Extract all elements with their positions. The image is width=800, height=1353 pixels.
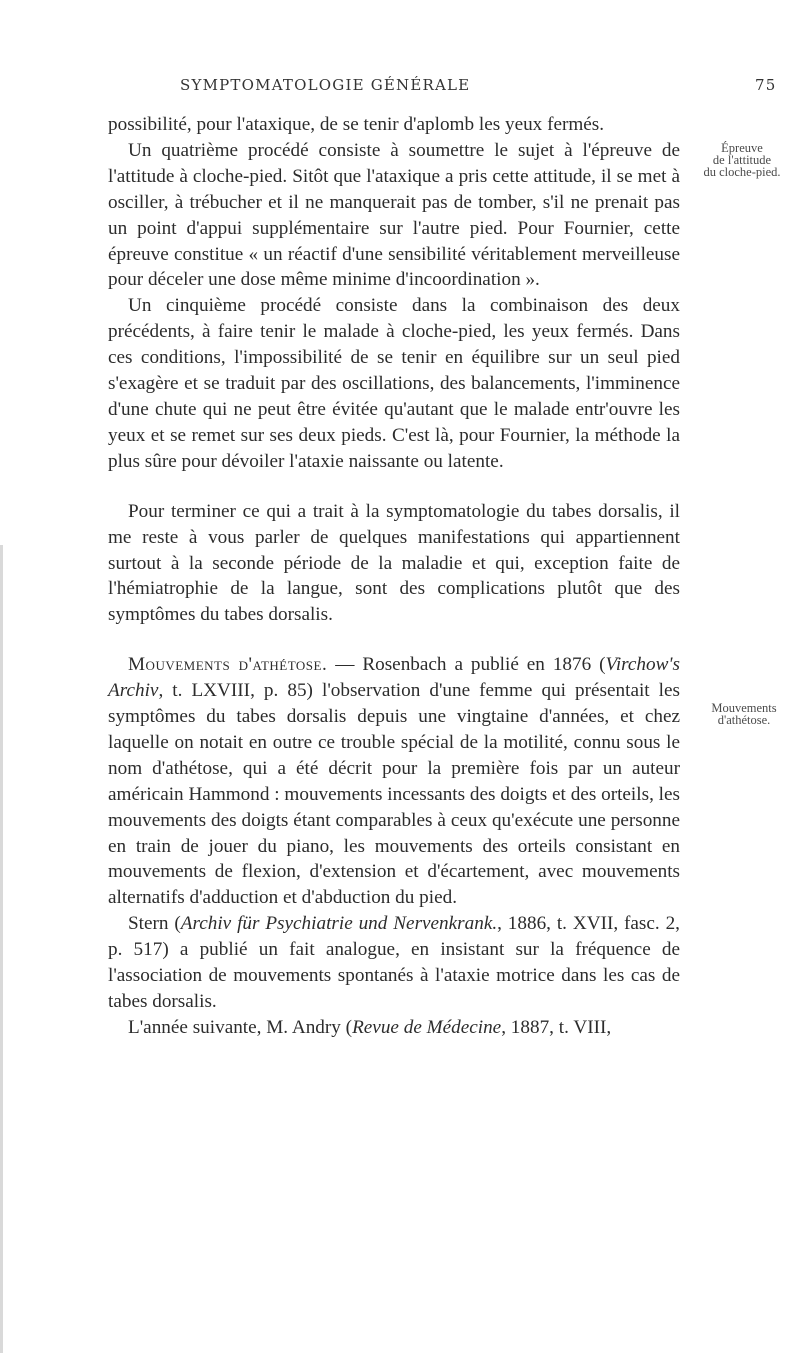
text-run: , t. LXVIII, p. 85) l'observation d'une femme qui présentait les symptômes du tabes dorsalis depuis une vingtaine d'années, et chez laquelle on notait en outre ce trouble spécial de la motilité, connu sous le nom d'athétose, qui a été décrit pour la première fois par un auteur américain Hammond : mouvements incessants des doigts et des orteils, les mouvements des doigts étant comparables à ceux qu'exécute une personne en train de jouer du piano, les mouvements des orteils consistant en mouvements de flexion, d'extension et d'écartement, avec mouvements alternatifs d'adduction et d'abduction du pied.	[108, 680, 680, 909]
margin-note-line: Mouvements	[711, 701, 777, 715]
text-run: Stern (	[128, 913, 181, 935]
text-run: , 1886, t. XVII, fasc. 2, p. 517) a publié un fait analogue, en insistant sur la fréquence de l'association de mouvements spontanés à l'ataxie motrice dans les cas de tabes dorsalis.	[108, 913, 680, 1012]
text-run: L'année suivante, M. Andry (	[128, 1016, 353, 1038]
page-number: 75	[755, 76, 777, 94]
margin-note-epreuve	[686, 142, 798, 178]
text-run: — Rosenbach a publié en 1876 (	[327, 654, 606, 676]
paragraph-terminer: Pour terminer ce qui a trait à la symptomatologie du tabes dorsalis, il me reste à vous parler de quelques manifestations qui appartiennent surtout à la seconde période de la maladie et qui, exception faite de l'hémiatrophie de la langue, sont des complications plutôt que des symptômes du tabes dorsalis.	[108, 500, 680, 626]
running-title: SYMPTOMATOLOGIE GÉNÉRALE	[180, 76, 471, 94]
paragraph-continuation: possibilité, pour l'ataxique, de se tenir d'aplomb les yeux fermés.	[108, 114, 605, 135]
margin-note-line: du cloche-pied.	[703, 165, 781, 179]
citation: Revue de Médecine	[352, 1016, 502, 1038]
paragraph-quatrieme-procede: Un quatrième procédé consiste à soumettre le sujet à l'épreuve de l'attitude à cloche-pied. Sitôt que l'ataxique a pris cette attitude, il se met à osciller, à trébucher et il ne manquerait pas de tomber, s'il ne prenait pas un point d'appui supplémentaire sur l'autre pied. Pour Fournier, cette épreuve constitue « un réactif d'une sensibilité véritablement merveilleuse pour déceler une dose même minime d'incoordination ».	[108, 139, 680, 291]
body-text	[108, 112, 680, 1041]
citation: Archiv für Psychiatrie und Nervenkrank.	[180, 913, 498, 935]
margin-note-line: de l'attitude	[712, 153, 772, 167]
citation: Virchow's Archiv	[108, 654, 680, 702]
paragraph-stern	[108, 911, 680, 1015]
margin-note-line: d'athétose.	[717, 713, 771, 727]
page-edge-shadow	[0, 545, 3, 1353]
section-heading: Mouvements d'athétose.	[128, 654, 328, 676]
paragraph-mouvements-athetose	[108, 652, 680, 911]
paragraph-cinquieme-procede: Un cinquième procédé consiste dans la combinaison des deux précédents, à faire tenir le malade à cloche-pied, les yeux fermés. Dans ces conditions, l'impossibilité de se tenir en équilibre sur un seul pied s'exagère et se traduit par des oscillations, des balancements, l'imminence d'une chute qui ne peut être évitée qu'autant que le malade entr'ouvre les yeux et se remet sur ses deux pieds. C'est là, pour Fournier, la méthode la plus sûre pour dévoiler l'ataxie naissante ou latente.	[108, 295, 680, 472]
margin-note-line: Épreuve	[721, 141, 763, 155]
text-run: , 1887, t. VIII,	[501, 1016, 612, 1038]
paragraph-andry	[108, 1015, 680, 1041]
margin-note-mouvements	[690, 702, 798, 726]
